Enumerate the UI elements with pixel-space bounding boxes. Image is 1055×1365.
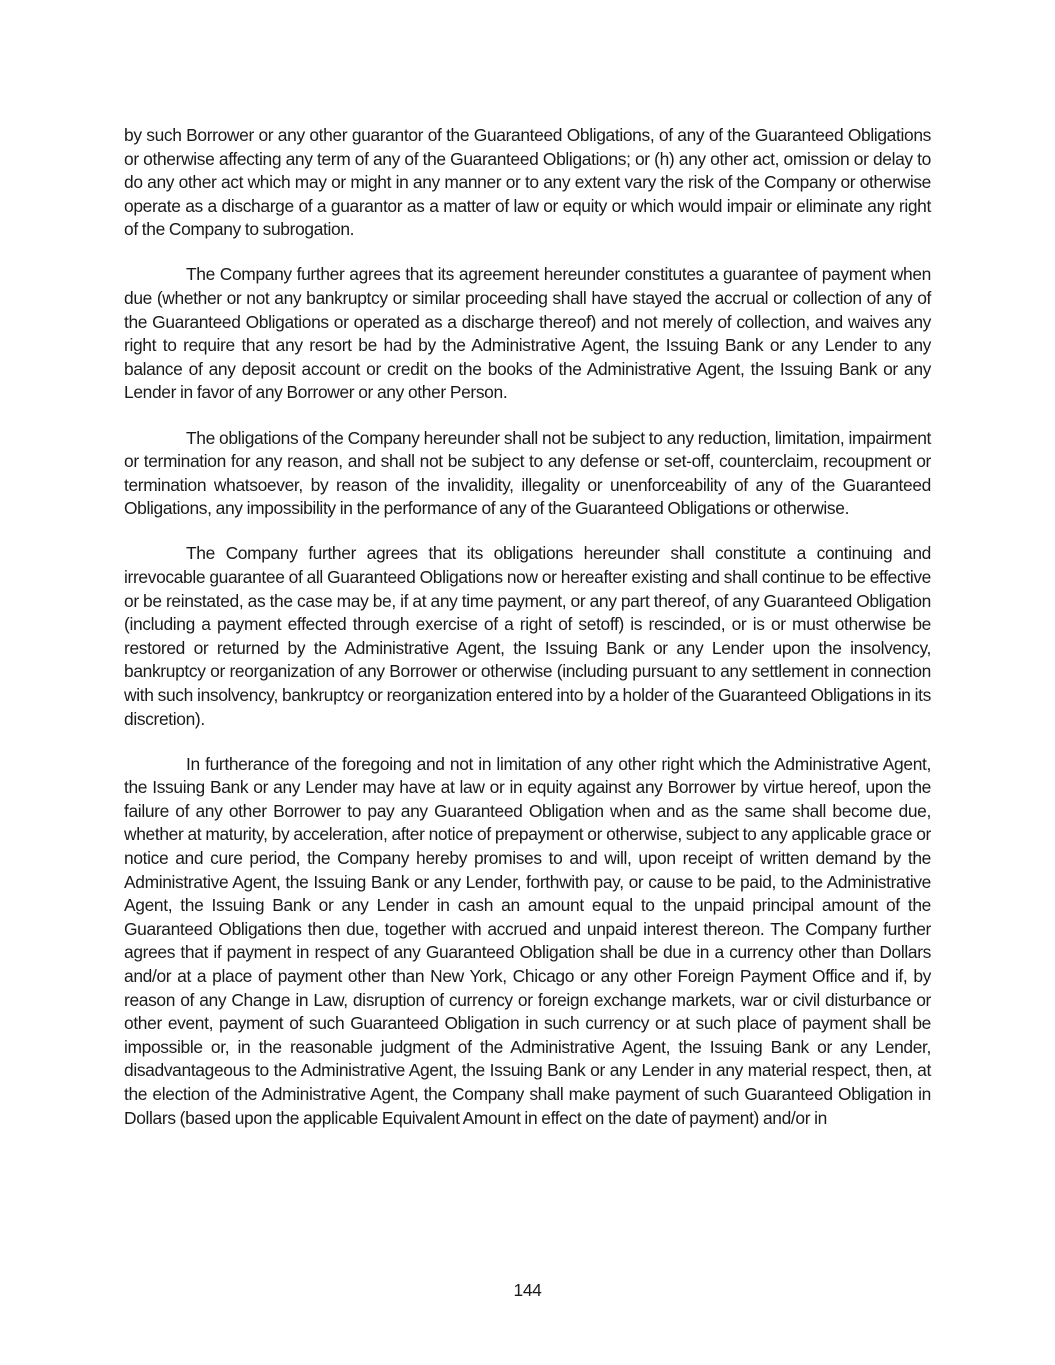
document-page (124, 124, 931, 1152)
paragraph-obligations-not-reduced: The obligations of the Company hereunder shall not be subject to any reduction, limitation, impairment or termination for any reason, and shall not be subject to any defense or set-off, counterclaim, recoupment or termination whatsoever, by reason of the invalidity, illegality or unenforceability of any of the Guaranteed Obligations, any impossibility in the performance of any of the Guaranteed Obligations or otherwise. (124, 427, 931, 519)
paragraph-continuing-guarantee: The Company further agrees that its obligations hereunder shall constitute a continuing and irrevocable guarantee of all Guaranteed Obligations now or hereafter existing and shall continue to be effective or be reinstated, as the case may be, if at any time payment, or any part thereof, of any Guaranteed Obligation (including a payment effected through exercise of a right of setoff) is rescinded, or is or must otherwise be restored or returned by the Administrative Agent, the Issuing Bank or any Lender upon the insolvency, bankruptcy or reorganization of any Borrower or otherwise (including pursuant to any settlement in connection with such insolvency, bankruptcy or reorganization entered into by a holder of the Guaranteed Obligations in its discretion). (124, 543, 931, 729)
paragraph-furtherance: In furtherance of the foregoing and not in limitation of any other right which the Administrative Agent, the Issuing Bank or any Lender may have at law or in equity against any Borrower by virtue hereof, upon the failure of any other Borrower to pay any Guaranteed Obligation when and as the same shall become due, whether at maturity, by acceleration, after notice of prepayment or otherwise, subject to any applicable grace or notice and cure period, the Company hereby promises to and will, upon receipt of written demand by the Administrative Agent, the Issuing Bank or any Lender, forthwith pay, or cause to be paid, to the Administrative Agent, the Issuing Bank or any Lender in cash an amount equal to the unpaid principal amount of the Guaranteed Obligations then due, together with accrued and unpaid interest thereon. The Company further agrees that if payment in respect of any Guaranteed Obligation shall be due in a currency other than Dollars and/or at a place of payment other than New York, Chicago or any other Foreign Payment Office and if, by reason of any Change in Law, disruption of currency or foreign exchange markets, war or civil disturbance or other event, payment of such Guaranteed Obligation in such currency or at such place of payment shall be impossible or, in the reasonable judgment of the Administrative Agent, the Issuing Bank or any Lender, disadvantageous to the Administrative Agent, the Issuing Bank or any Lender in any material respect, then, at the election of the Administrative Agent, the Company shall make payment of such Guaranteed Obligation in Dollars (based upon the applicable Equivalent Amount in effect on the date of payment) and/or in (124, 753, 931, 1128)
paragraph-continuation: by such Borrower or any other guarantor of the Guaranteed Obligations, of any of the Guaranteed Obligations or otherwise affecting any term of any of the Guaranteed Obligations; or (h) any other act, omission or delay to do any other act which may or might in any manner or to any extent vary the risk of the Company or otherwise operate as a discharge of a guarantor as a matter of law or equity or which would impair or eliminate any right of the Company to subrogation. (124, 125, 931, 240)
page-number: 144 (513, 1280, 542, 1300)
paragraph-payment-guarantee: The Company further agrees that its agreement hereunder constitutes a guarantee of payment when due (whether or not any bankruptcy or similar proceeding shall have stayed the accrual or collection of any of the Guaranteed Obligations or operated as a discharge thereof) and not merely of collection, and waives any right to require that any resort be had by the Administrative Agent, the Issuing Bank or any Lender to any balance of any deposit account or credit on the books of the Administrative Agent, the Issuing Bank or any Lender in favor of any Borrower or any other Person. (124, 264, 931, 403)
